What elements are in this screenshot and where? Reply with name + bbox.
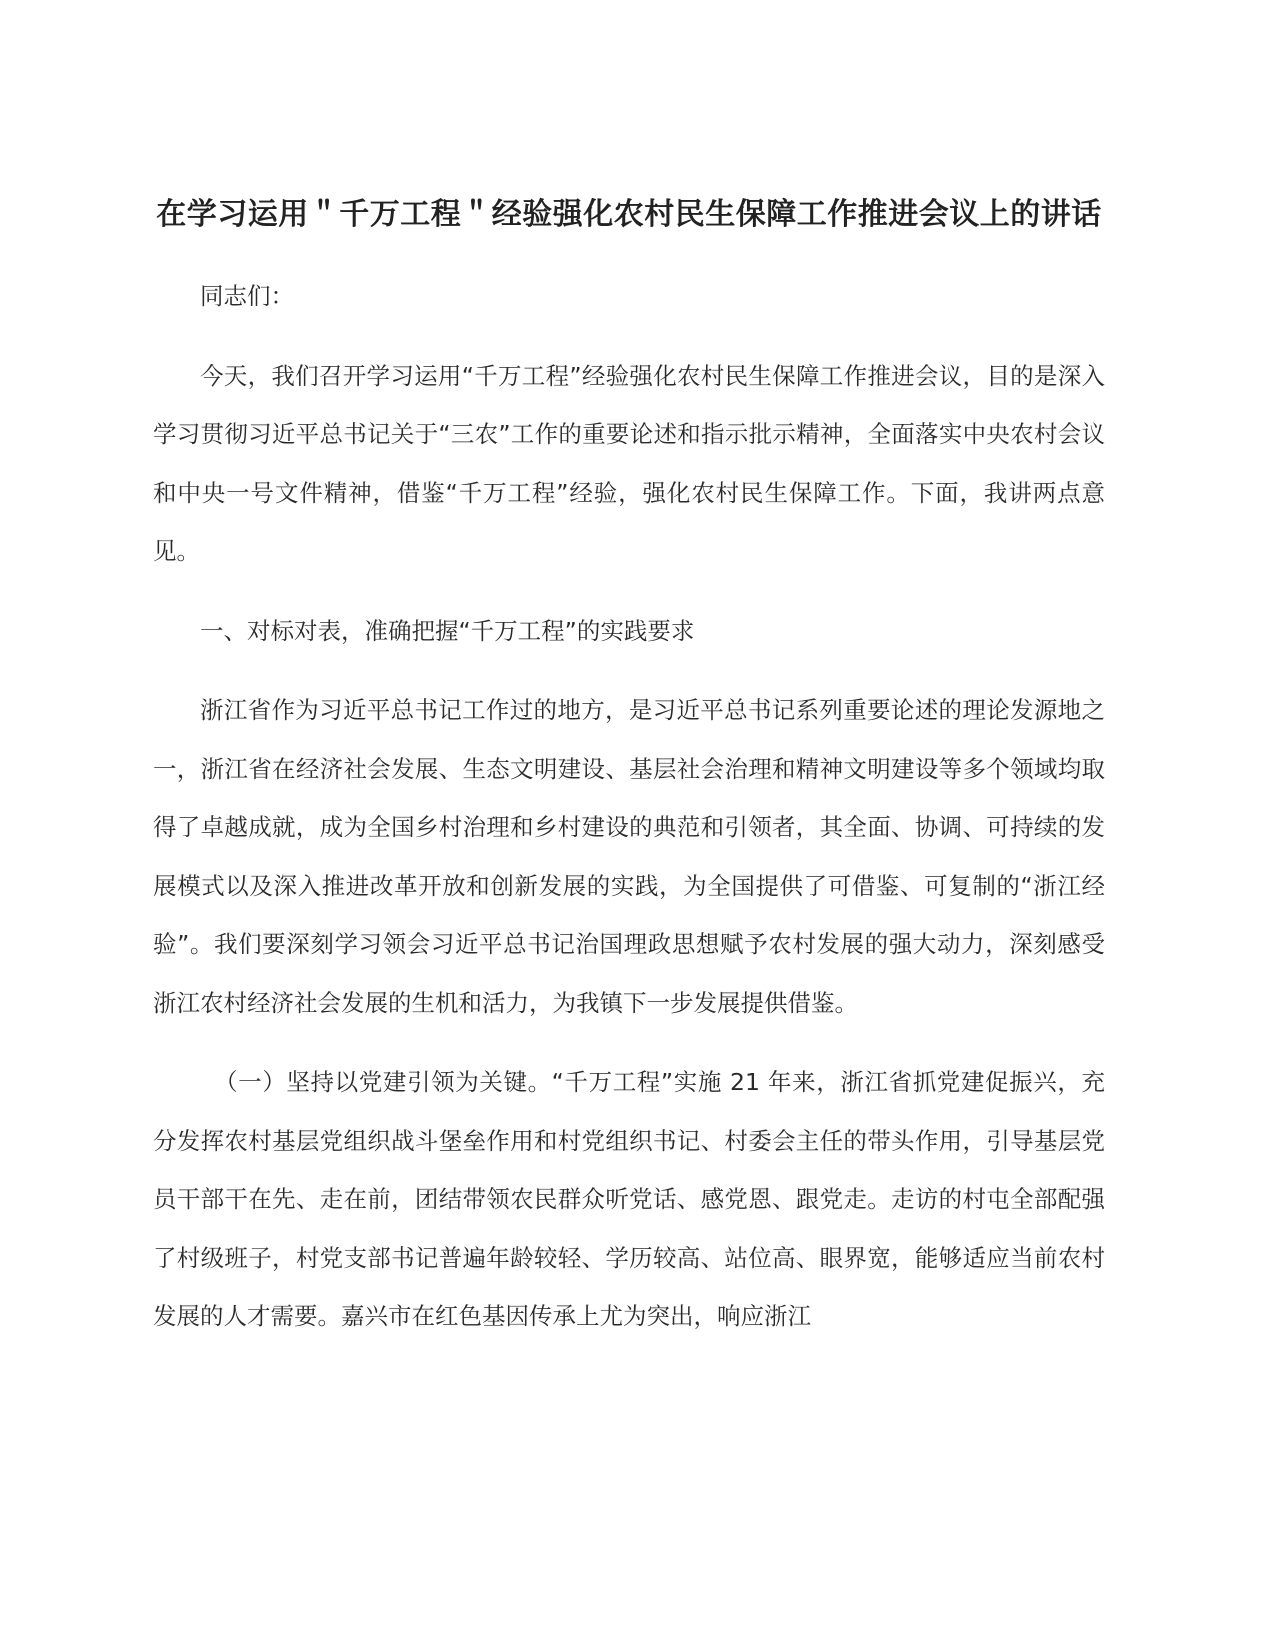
salutation: 同志们： bbox=[200, 282, 294, 310]
paragraph-zhejiang-experience: 浙江省作为习近平总书记工作过的地方，是习近平总书记系列重要论述的理论发源地之一，浙江省在经济社会发展、生态文明建设、基层社会治理和精神文明建设等多个领域均取得了卓越成就，成为全国乡村治理和乡村建设的典范和引领者，其全面、协调、可持续的发展模式以及深入推进改革开放和创新发展的实践，为全国提供了可借鉴、可复制的“浙江经验”。我们要深刻学习领会习近平总书记治国理政思想赋予农村发展的强大动力，深刻感受浙江农村经济社会发展的生机和活力，为我镇下一步发展提供借鉴。 bbox=[153, 696, 1105, 1017]
paragraph-intro: 今天，我们召开学习运用“千万工程”经验强化农村民生保障工作推进会议，目的是深入学习贯彻习近平总书记关于“三农”工作的重要论述和指示批示精神，全面落实中央农村会议和中央一号文件精神，借鉴“千万工程”经验，强化农村民生保障工作。下面，我讲两点意见。 bbox=[153, 361, 1105, 565]
subsection-1-party-building: （一）坚持以党建引领为关键。“千万工程”实施 21 年来，浙江省抓党建促振兴，充分发挥农村基层党组织战斗堡垒作用和村党组织书记、村委会主任的带头作用，引导基层党员干部干在先、走在前，团结带领农民群众听党话、感党恩、跟党走。走访的村屯全部配强了村级班子，村党支部书记普遍年龄较轻、学历较高、站位高、眼界宽，能够适应当前农村发展的人才需要。嘉兴市在红色基因传承上尤为突出，响应浙江 bbox=[153, 1068, 1105, 1330]
document-title: 在学习运用＂千万工程＂经验强化农村民生保障工作推进会议上的讲话 bbox=[156, 197, 1102, 232]
document-body bbox=[153, 183, 1105, 1346]
section-heading-1: 一、对标对表，准确把握“千万工程”的实践要求 bbox=[200, 616, 695, 645]
